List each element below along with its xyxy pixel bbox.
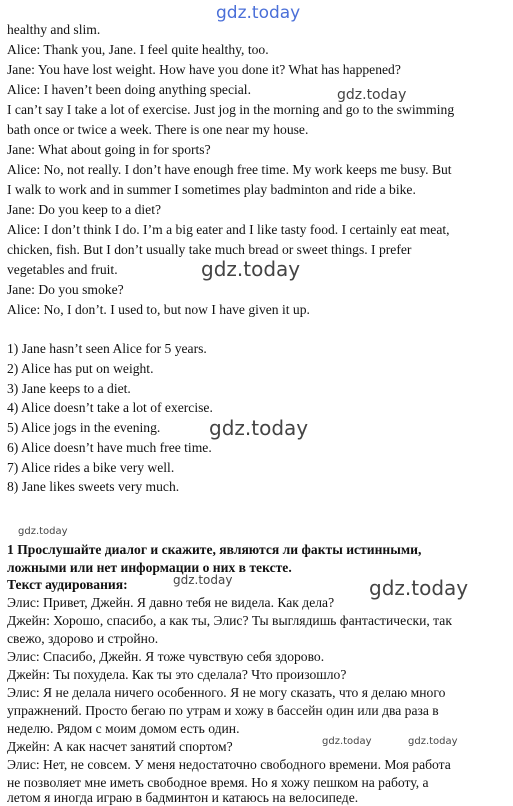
statement-item: 8) Jane likes sweets very much.	[7, 479, 180, 494]
dialog-line: Jane: Do you smoke?	[7, 282, 124, 297]
transcript-line: Элис: Я не делала ничего особенного. Я не могу сказать, что я делаю много	[7, 685, 446, 700]
transcript-line: Элис: Привет, Джейн. Я давно тебя не видела. Как дела?	[7, 595, 335, 610]
transcript-line: Джейн: А как насчет занятий спортом?	[7, 739, 233, 754]
statement-item: 6) Alice doesn’t have much free time.	[7, 440, 212, 455]
transcript-line: неделю. Рядом с моим домом есть один.	[7, 721, 240, 736]
watermark: gdz.today	[201, 257, 301, 281]
dialog-line: chicken, fish. But I don’t usually take much bread or sweet things. I prefer	[7, 242, 412, 257]
statement-item: 3) Jane keeps to a diet.	[7, 381, 131, 396]
dialog-line: vegetables and fruit.	[7, 262, 118, 277]
dialog-line: Alice: No, not really. I don’t have enough free time. My work keeps me busy. But	[7, 162, 452, 177]
transcript-line: упражнений. Просто бегаю по утрам и хожу в бассейн один или два раза в	[7, 703, 439, 718]
watermark: gdz.today	[408, 736, 458, 747]
watermark: gdz.today	[209, 416, 309, 440]
statement-item: 5) Alice jogs in the evening.	[7, 420, 161, 435]
dialog-line: bath once or twice a week. There is one near my house.	[7, 122, 309, 137]
dialog-line: Alice: Thank you, Jane. I feel quite healthy, too.	[7, 42, 269, 57]
dialog-line: Jane: Do you keep to a diet?	[7, 202, 162, 217]
transcript-line: летом я иногда играю в бадминтон и катаюсь на велосипеде.	[7, 790, 359, 805]
transcript-line: не позволяет мне иметь свободное время. Но я хожу пешком на работу, а	[7, 775, 429, 790]
statement-item: 4) Alice doesn’t take a lot of exercise.	[7, 400, 213, 415]
dialog-line: I walk to work and in summer I sometimes play badminton and ride a bike.	[7, 182, 416, 197]
watermark: gdz.today	[173, 573, 233, 587]
transcript-line: Джейн: Ты похудела. Как ты это сделала? Что произошло?	[7, 667, 347, 682]
watermark: gdz.today	[322, 736, 372, 747]
transcript-line: Элис: Нет, не совсем. У меня недостаточно свободного времени. Моя работа	[7, 757, 451, 772]
transcript-line: Элис: Спасибо, Джейн. Я тоже чувствую себя здорово.	[7, 649, 325, 664]
task-heading: ложными или нет информации о них в тексте.	[7, 560, 292, 575]
dialog-line: healthy and slim.	[7, 22, 101, 37]
dialog-line: I can’t say I take a lot of exercise. Just jog in the morning and go to the swimming	[7, 102, 455, 117]
dialog-line: Alice: I haven’t been doing anything special.	[7, 82, 251, 97]
watermark: gdz.today	[337, 87, 407, 103]
statement-item: 1) Jane hasn’t seen Alice for 5 years.	[7, 341, 207, 356]
dialog-line: Alice: No, I don’t. I used to, but now I have given it up.	[7, 302, 310, 317]
statement-item: 7) Alice rides a bike very well.	[7, 460, 175, 475]
dialog-line: Jane: You have lost weight. How have you done it? What has happened?	[7, 62, 401, 77]
dialog-line: Jane: What about going in for sports?	[7, 142, 211, 157]
transcript-line: свежо, здорово и стройно.	[7, 631, 159, 646]
watermark: gdz.today	[369, 576, 469, 600]
transcript-label: Текст аудирования:	[7, 577, 128, 592]
statement-item: 2) Alice has put on weight.	[7, 361, 154, 376]
task-heading: 1 Прослушайте диалог и скажите, являются ли факты истинными,	[7, 542, 422, 557]
dialog-line: Alice: I don’t think I do. I’m a big eater and I like tasty food. I certainly eat meat,	[7, 222, 450, 237]
transcript-line: Джейн: Хорошо, спасибо, а как ты, Элис? Ты выглядишь фантастически, так	[7, 613, 452, 628]
watermark-top: gdz.today	[216, 3, 301, 23]
watermark: gdz.today	[18, 526, 68, 537]
